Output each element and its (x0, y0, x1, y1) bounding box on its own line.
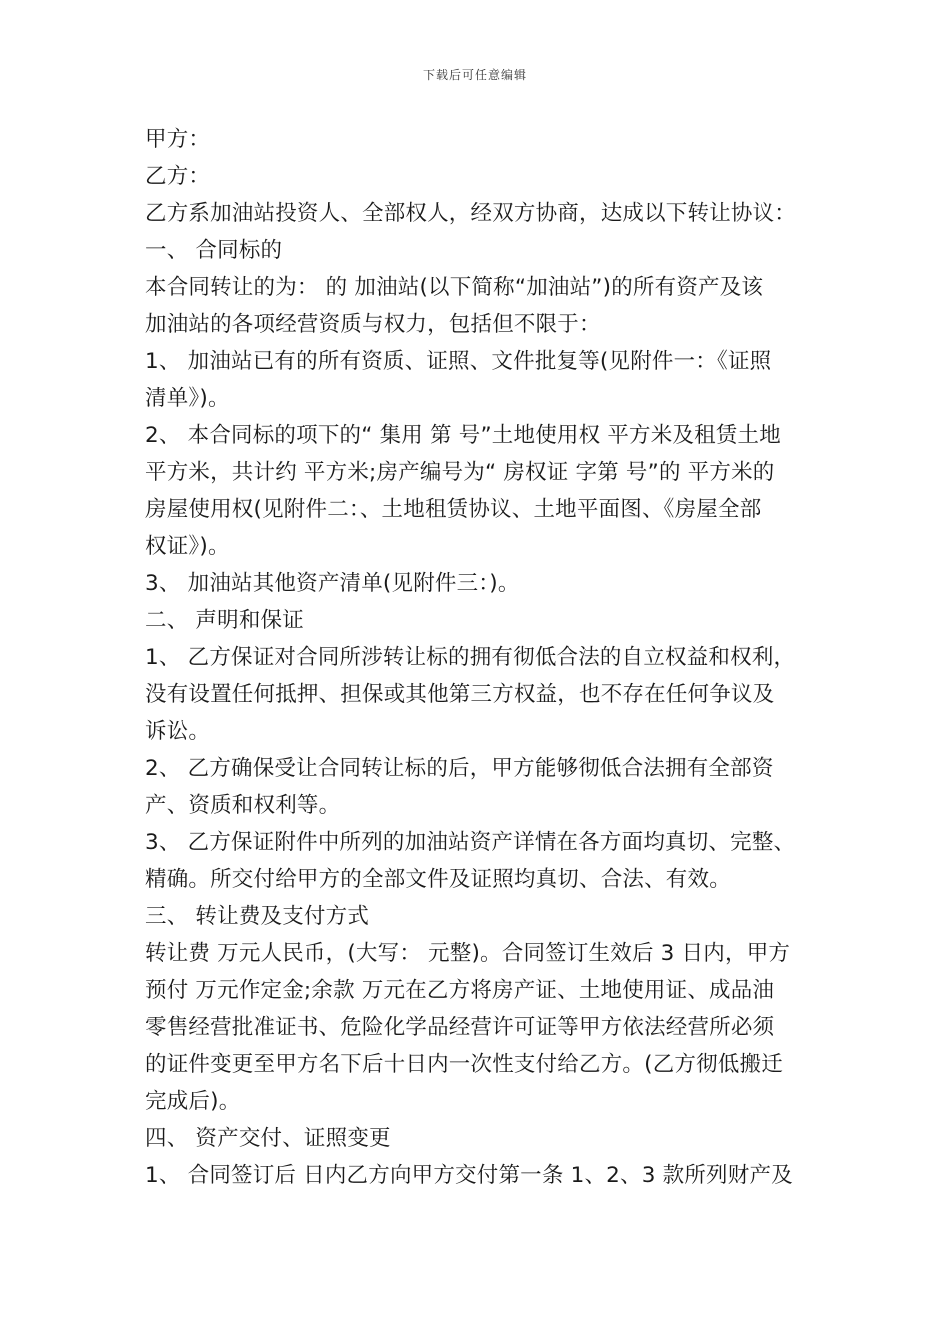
party-a-line: 甲方： (145, 127, 211, 152)
clause-line: 1、 乙方保证对合同所涉转让标的拥有彻低合法的自立权益和权利， (145, 645, 796, 670)
clause-line: 平方米，共计约 平方米;房产编号为“ 房权证 字第 号”的 平方米的 (145, 460, 775, 485)
party-b-line: 乙方： (145, 164, 211, 189)
intro-paragraph: 乙方系加油站投资人、全部权人，经双方协商，达成以下转让协议： (145, 201, 797, 226)
section-heading-3: 三、 转让费及支付方式 (145, 904, 370, 929)
clause-line: 2、 乙方确保受让合同转让标的后，甲方能够彻低合法拥有全部资 (145, 756, 774, 781)
document-body (145, 121, 825, 1194)
clause-line: 房屋使用权(见附件二：、土地租赁协议、土地平面图、《房屋全部 (145, 497, 762, 522)
paragraph-line: 的证件变更至甲方名下后十日内一次性支付给乙方。(乙方彻低搬迁 (145, 1052, 783, 1077)
clause-line: 精确。所交付给甲方的全部文件及证照均真切、合法、有效。 (145, 867, 731, 892)
clause-line: 3、 加油站其他资产清单(见附件三：)。 (145, 571, 520, 596)
section-heading-2: 二、 声明和保证 (145, 608, 304, 633)
section-heading-1: 一、 合同标的 (145, 238, 283, 263)
section-heading-4: 四、 资产交付、证照变更 (145, 1126, 391, 1151)
clause-line: 3、 乙方保证附件中所列的加油站资产详情在各方面均真切、完整、 (145, 830, 796, 855)
paragraph-line: 零售经营批准证书、危险化学品经营许可证等甲方依法经营所必须 (145, 1015, 775, 1040)
header-note: 下载后可任意编辑 (422, 68, 527, 82)
clause-line: 1、 加油站已有的所有资质、证照、文件批复等(见附件一：《证照 (145, 349, 772, 374)
clause-line: 诉讼。 (145, 719, 211, 744)
clause-line: 2、 本合同标的项下的“ 集用 第 号”土地使用权 平方米及租赁土地 (145, 423, 781, 448)
clause-line: 产、资质和权利等。 (145, 793, 341, 818)
paragraph-line: 加油站的各项经营资质与权力，包括但不限于： (145, 312, 601, 337)
paragraph-line: 本合同转让的为： 的 加油站(以下简称“加油站”)的所有资产及该 (145, 275, 764, 300)
clause-line: 1、 合同签订后 日内乙方向甲方交付第一条 1、2、3 款所列财产及 (145, 1163, 793, 1188)
paragraph-line: 转让费 万元人民币，(大写： 元整)。合同签订生效后 3 日内，甲方 (145, 941, 791, 966)
clause-line: 没有设置任何抵押、担保或其他第三方权益，也不存在任何争议及 (145, 682, 775, 707)
clause-line: 权证》)。 (145, 534, 230, 559)
paragraph-line: 预付 万元作定金;余款 万元在乙方将房产证、土地使用证、成品油 (145, 978, 775, 1003)
clause-line: 清单》)。 (145, 386, 230, 411)
paragraph-line: 完成后)。 (145, 1089, 241, 1114)
